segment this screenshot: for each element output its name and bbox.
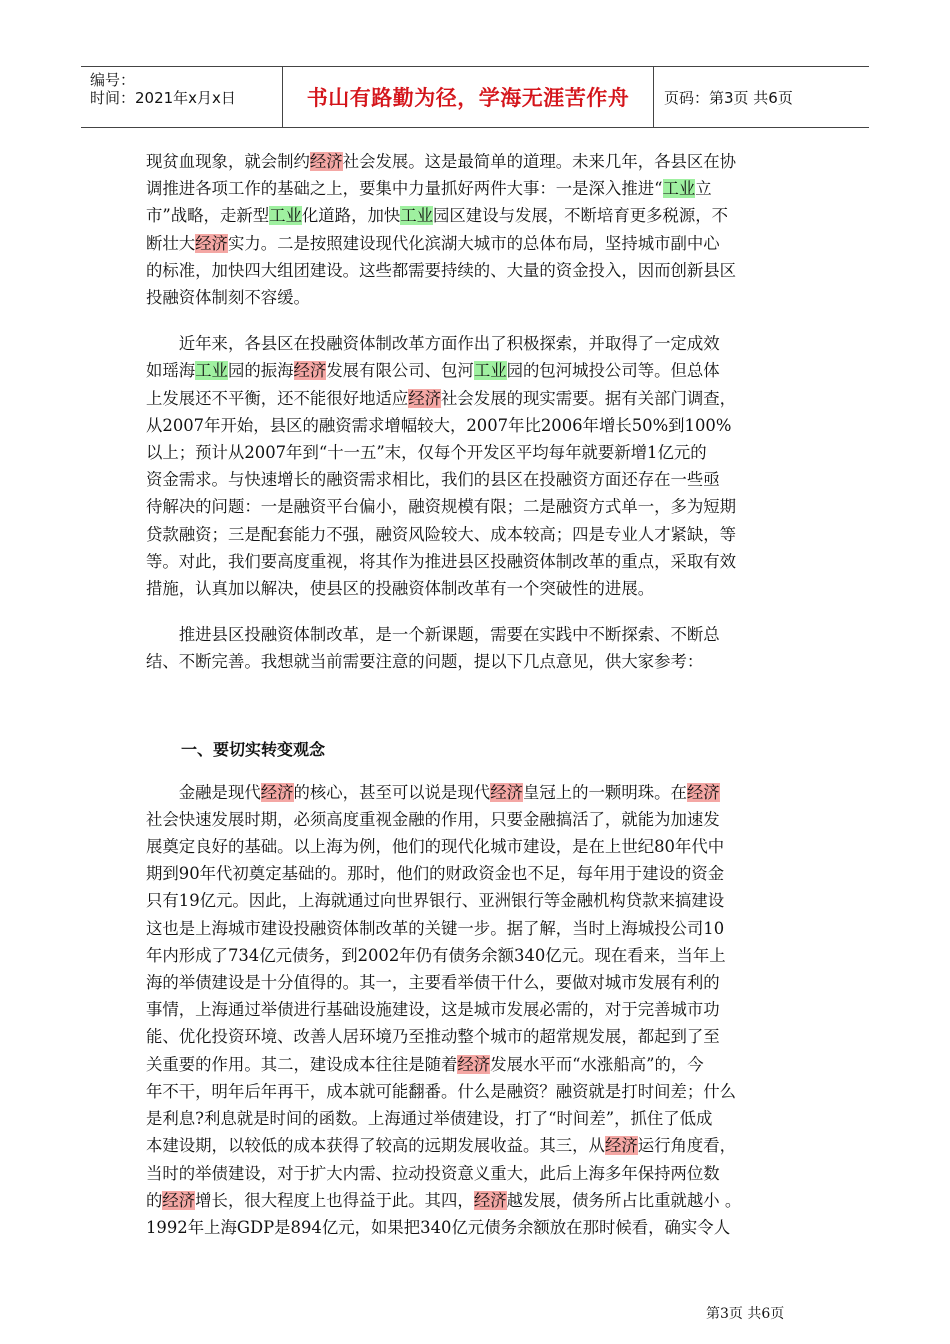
text-line <box>146 548 810 575</box>
text-segment: 推进县区投融资体制改革，是一个新课题，需要在实践中不断探索、不断总 <box>146 625 720 645</box>
text-segment: 投融资体制刻不容缓。 <box>146 288 310 308</box>
text-segment: 皇冠上的一颗明珠。在 <box>522 782 687 802</box>
text-segment: 海的举债建设是十分值得的。其一，主要看举债干什么，要做对城市发展有利的 <box>146 973 720 993</box>
text-line <box>146 466 810 493</box>
text-segment: 园的振海 <box>227 361 294 381</box>
text-segment: 措施，认真加以解决，使县区的投融资体制改革有一个突破性的进展。 <box>146 579 655 599</box>
text-line <box>146 575 810 602</box>
text-line <box>146 412 810 439</box>
text-line <box>146 806 810 833</box>
text-segment: 贷款融资；三是配套能力不强，融资风险较大、成本较高；四是专业人才紧缺，等 <box>146 524 737 544</box>
text-line <box>146 1187 810 1214</box>
header-meta <box>81 67 282 127</box>
document-number-label: 编号： <box>90 71 136 89</box>
text-segment: 运行角度看， <box>637 1136 737 1156</box>
text-segment: 近年来，各县区在投融资体制改革方面作出了积极探索，并取得了一定成效 <box>146 334 720 354</box>
text-line <box>146 621 810 648</box>
text-line <box>146 887 810 914</box>
text-line <box>146 257 810 284</box>
text-segment: 实力。二是按照建设现代化滨湖大城市的总体布局，坚持城市副中心 <box>227 233 720 253</box>
text-line <box>146 779 810 806</box>
text-segment: 调推进各项工作的基础之上，要集中力量抓好两件大事：一是深入推进“ <box>146 179 663 199</box>
text-segment: 现贫血现象，就会制约 <box>146 152 310 171</box>
text-line <box>146 521 810 548</box>
text-segment: 化道路，加快 <box>301 206 401 226</box>
text-line <box>146 357 810 384</box>
text-line <box>146 202 810 229</box>
text-line <box>146 915 810 942</box>
text-line <box>146 1160 810 1187</box>
highlight-keyword-economy: 经济 <box>195 233 228 253</box>
text-segment: 等。对此，我们要高度重视，将其作为推进县区投融资体制改革的重点，采取有效 <box>146 551 737 571</box>
text-segment: 当时的举债建设，对于扩大内需、拉动投资意义重大，此后上海多年保持两位数 <box>146 1163 720 1183</box>
text-line <box>146 860 810 887</box>
text-segment: 展奠定良好的基础。以上海为例，他们的现代化城市建设，是在上世纪80年代中 <box>146 837 725 857</box>
text-line <box>146 996 810 1023</box>
highlight-keyword-economy: 经济 <box>309 152 343 171</box>
paragraph-2 <box>146 330 810 602</box>
text-segment: 结、不断完善。我想就当前需要注意的问题，提以下几点意见，供大家参考： <box>146 652 704 672</box>
highlight-keyword-economy: 经济 <box>162 1190 196 1210</box>
text-segment: 社会发展。这是最简单的道理。未来几年，各县区在协 <box>342 152 737 171</box>
text-line <box>146 175 810 202</box>
text-line <box>146 942 810 969</box>
text-segment: 园的包河城投公司等。但总体 <box>506 361 720 381</box>
text-segment: 从2007年开始，县区的融资需求增幅较大，2007年比2006年增长50%到100% <box>146 415 732 435</box>
text-line <box>146 284 810 311</box>
section-paragraph <box>146 779 810 1241</box>
highlight-keyword-economy: 经济 <box>260 782 294 802</box>
text-line <box>146 493 810 520</box>
text-line <box>146 1023 810 1050</box>
text-line <box>146 1132 810 1159</box>
text-segment: 立 <box>695 179 712 199</box>
highlight-keyword-economy: 经济 <box>457 1054 491 1074</box>
highlight-keyword-industry: 工业 <box>473 361 507 381</box>
document-body <box>146 148 810 1241</box>
text-line <box>146 1051 810 1078</box>
text-segment: 社会快速发展时期，必须高度重视金融的作用，只要金融搞活了，就能为加速发 <box>146 809 720 829</box>
text-segment: 园区建设与发展，不断培育更多税源，不 <box>433 206 729 226</box>
text-segment: 期到90年代初奠定基础的。那时，他们的财政资金也不足，每年用于建设的资金 <box>146 864 725 884</box>
document-date-label: 时间：2021年x月x日 <box>90 89 236 107</box>
text-segment: 以上；预计从2007年到“十一五”末，仅每个开发区平均每年就要新增1亿元的 <box>146 443 707 463</box>
text-segment: 的 <box>146 1190 163 1210</box>
text-segment: 金融是现代 <box>146 782 261 802</box>
text-segment: 能、优化投资环境、改善人居环境乃至推动整个城市的超常规发展，都起到了至 <box>146 1027 720 1047</box>
highlight-keyword-economy: 经济 <box>473 1190 507 1210</box>
text-segment: 待解决的问题：一是融资平台偏小，融资规模有限；二是融资方式单一，多为短期 <box>146 497 737 517</box>
highlight-keyword-economy: 经济 <box>408 388 442 408</box>
highlight-keyword-economy: 经济 <box>490 782 523 802</box>
header-motto-cell <box>282 67 654 127</box>
text-line <box>146 385 810 412</box>
text-line <box>146 1214 810 1241</box>
text-segment: 年内形成了734亿元债务，到2002年仍有债务余额340亿元。现在看来，当年上 <box>146 945 726 965</box>
highlight-keyword-economy: 经济 <box>686 782 720 802</box>
text-segment: 发展水平而“水涨船高”的，今 <box>490 1054 704 1074</box>
highlight-keyword-industry: 工业 <box>400 206 434 226</box>
text-segment: 本建设期，以较低的成本获得了较高的远期发展收益。其三，从 <box>146 1136 605 1156</box>
text-line <box>146 648 810 675</box>
highlight-keyword-industry: 工业 <box>662 179 696 199</box>
header-motto: 书山有路勤为径，学海无涯苦作舟 <box>306 86 630 110</box>
highlight-keyword-economy: 经济 <box>293 361 327 381</box>
section-heading: 一、要切实转变观念 <box>181 739 326 759</box>
highlight-keyword-economy: 经济 <box>604 1136 638 1156</box>
text-segment: 发展有限公司、包河 <box>326 361 474 381</box>
highlight-keyword-industry: 工业 <box>269 206 302 226</box>
text-segment: 市”战略，走新型 <box>146 206 270 226</box>
text-line <box>146 969 810 996</box>
header-table <box>81 66 869 128</box>
text-segment: 越发展，债务所占比重就越小 。 <box>506 1190 742 1210</box>
text-segment: 只有19亿元。因此，上海就通过向世界银行、亚洲银行等金融机构贷款来搞建设 <box>146 891 725 911</box>
header-page-code: 页码：第3页 共6页 <box>664 88 793 107</box>
text-line <box>146 330 810 357</box>
text-segment: 是利息?利息就是时间的函数。上海通过举债建设，打了“时间差”，抓住了低成 <box>146 1109 713 1129</box>
text-segment: 事情，上海通过举债进行基础设施建设，这是城市发展必需的，对于完善城市功 <box>146 1000 720 1020</box>
text-segment: 资金需求。与快速增长的融资需求相比，我们的县区在投融资方面还存在一些亟 <box>146 470 720 490</box>
page-footer: 第3页 共6页 <box>706 1306 785 1322</box>
text-line <box>146 230 810 257</box>
text-line <box>146 1078 810 1105</box>
text-segment: 年不干，明年后年再干，成本就可能翻番。什么是融资？融资就是打时间差；什么 <box>146 1081 737 1101</box>
text-line <box>146 833 810 860</box>
paragraph-3 <box>146 621 810 675</box>
text-segment: 社会发展的现实需要。据有关部门调查， <box>441 388 737 408</box>
text-line <box>146 439 810 466</box>
text-segment: 的核心，甚至可以说是现代 <box>293 782 491 802</box>
text-segment: 1992年上海GDP是894亿元，如果把340亿元债务余额放在那时候看，确实令人 <box>146 1217 731 1237</box>
text-line <box>146 1105 810 1132</box>
text-segment: 上发展还不平衡，还不能很好地适应 <box>146 388 409 408</box>
text-segment: 这也是上海城市建设投融资体制改革的关键一步。据了解，当时上海城投公司10 <box>146 918 725 938</box>
text-segment: 如瑶海 <box>146 361 196 381</box>
text-segment: 关重要的作用。其二，建设成本往往是随着 <box>146 1054 458 1074</box>
text-segment: 的标准，加快四大组团建设。这些都需要持续的、大量的资金投入，因而创新县区 <box>146 260 737 280</box>
text-line <box>146 148 810 175</box>
text-segment: 断壮大 <box>146 233 196 253</box>
paragraph-1 <box>146 148 810 311</box>
text-segment: 增长，很大程度上也得益于此。其四， <box>195 1190 474 1210</box>
highlight-keyword-industry: 工业 <box>195 361 228 381</box>
